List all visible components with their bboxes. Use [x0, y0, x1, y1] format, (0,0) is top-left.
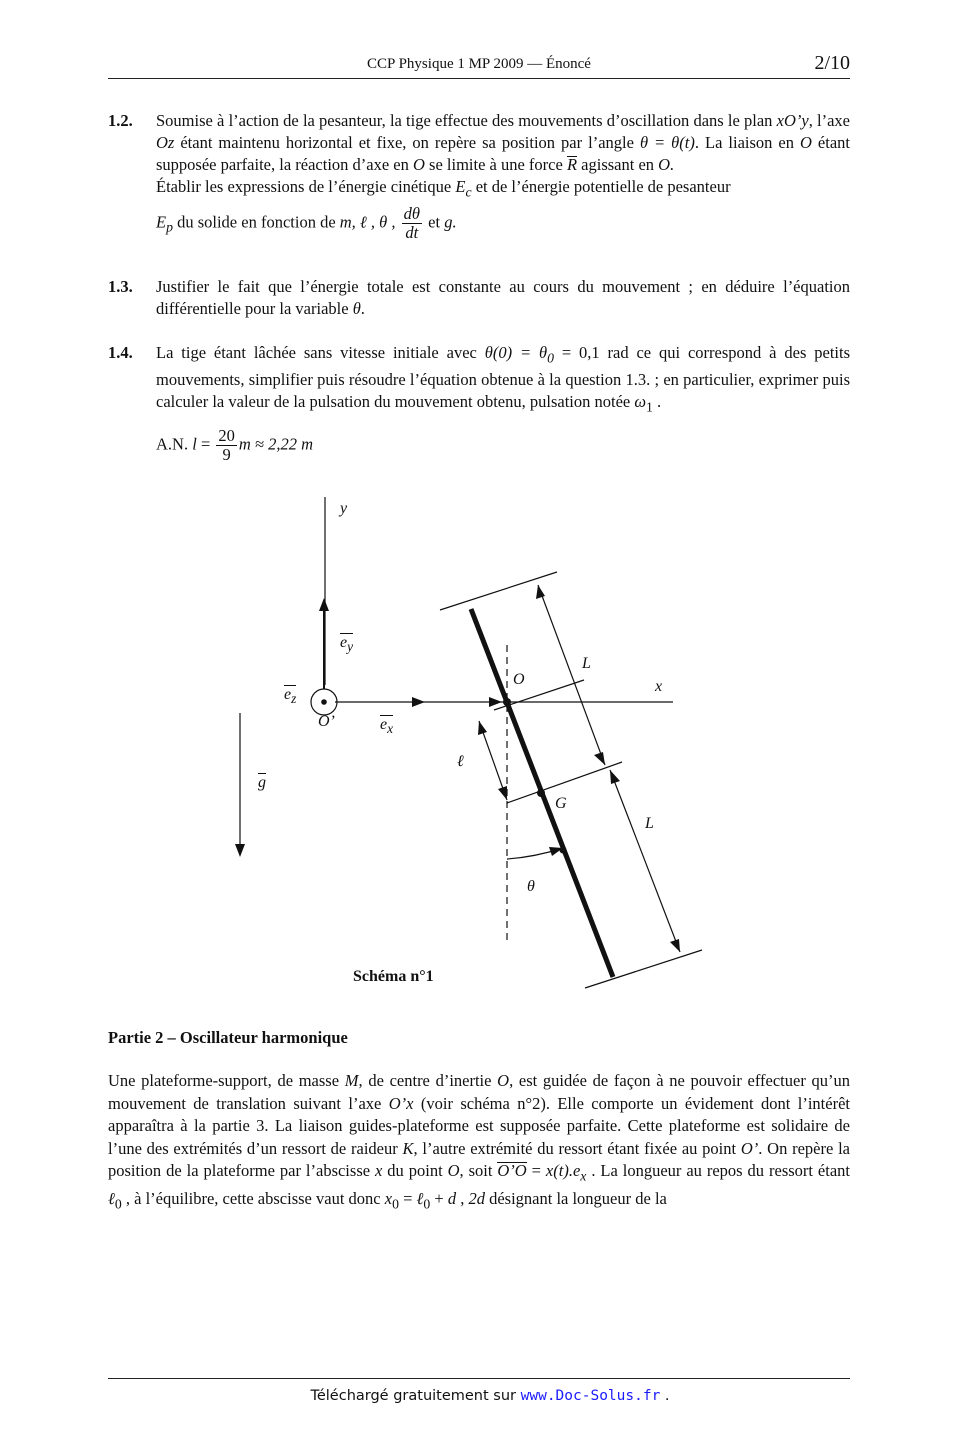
label-ey: $e_y$: [340, 634, 354, 655]
L-arrowhead-mid-1: [594, 752, 605, 765]
ex-arrowhead: [412, 697, 425, 707]
page-footer: Téléchargé gratuitement sur www.Doc-Solus.fr .: [310, 1388, 670, 1404]
label-G: G: [555, 795, 567, 812]
label-L-top: L: [582, 655, 591, 672]
page-header: [108, 52, 850, 79]
point-O: [503, 698, 511, 706]
question-text: Justifier le fait que l’énergie totale est constante au cours du mouvement ; en déduire l’équation différentielle pour la variable θ.: [156, 277, 850, 318]
pendulum-diagram: [220, 495, 720, 1000]
question-number: 1.4.: [108, 343, 133, 362]
label-ez: $e_z$: [284, 686, 297, 707]
footer-rule: [108, 1378, 850, 1379]
point-theta: [560, 847, 567, 854]
label-ex: $e_x$: [380, 716, 394, 737]
label-y: y: [340, 500, 348, 517]
question-body: [156, 342, 850, 464]
question-instruction: Établir les expressions de l’énergie cinétique $E_c$ et de l’énergie potentielle de pesanteur: [156, 177, 731, 200]
footer-link[interactable]: www.Doc-Solus.fr: [520, 1388, 661, 1404]
ell-arrowhead-top: [478, 721, 487, 735]
section-title: Partie 2 – Oscillateur harmonique: [108, 1028, 348, 1047]
fraction-20-9: $\frac{20}{9}$: [218, 425, 235, 464]
footer-text: Téléchargé gratuitement sur: [310, 1388, 521, 1404]
question-text: La tige étant lâchée sans vitesse initiale avec $\theta(0) = \theta_0 = 0,1$ rad ce qui correspond à des petits mouvements, simplifier puis résoudre l’équation obtenue à la question 1.3. ; en particulier, exprimer puis calculer la valeur de la pulsation du mouvement obtenu, pulsation notée $\omega_1$ .: [156, 343, 850, 415]
ey-arrowhead: [319, 598, 329, 611]
question-number: 1.2.: [108, 111, 133, 130]
label-theta: θ: [527, 878, 535, 895]
ell-arrowhead-bottom: [498, 786, 507, 800]
question-instruction-cont: $E_p$ du solide en fonction de m, ℓ , θ , $\frac{d\theta}{dt}$ et g.: [156, 204, 457, 243]
section-paragraph: Une plateforme-support, de masse M, de centre d’inertie O, est guidée de façon à ne pouvoir effectuer qu’un mouvement de translation suivant l’axe O’x (voir schéma n°2). Elle comporte un évidement dont l’intérêt apparaîtra à la partie 3. La liaison guides-plateforme est supposée parfaite. Cette plateforme est solidaire de l’une des extrémités d’un ressort de raideur K, l’autre extrémité du ressort étant fixée au point O’. On repère la position de la plateforme par l’abscisse x du point O, soit O’O = $x(t).e_x$ . La longueur au repos du ressort étant ℓ$_0$ , à l’équilibre, cette abscisse vaut donc $x_0$ = ℓ$_0$ + d , 2d désignant la longueur de la: [108, 1071, 851, 1212]
g-arrowhead: [235, 844, 245, 857]
question-body: [156, 110, 850, 242]
vector-R: R: [566, 155, 578, 174]
ez-dot: [321, 699, 327, 705]
question-1-2: [108, 110, 850, 242]
label-ell: ℓ: [457, 753, 464, 770]
L-dimension-upper: [538, 585, 605, 765]
figure-caption: Schéma n°1: [353, 968, 434, 985]
question-body: [156, 276, 850, 320]
label-L-bottom: L: [645, 815, 654, 832]
label-x: x: [655, 678, 663, 695]
L-arrowhead-bottom: [670, 939, 680, 952]
L-dimension-lower: [610, 770, 680, 952]
point-G: [537, 789, 545, 797]
label-g: g: [258, 774, 266, 791]
question-1-3: [108, 276, 850, 320]
header-title: CCP Physique 1 MP 2009 — Énoncé: [367, 56, 591, 72]
fraction-dtheta-dt: $\frac{d\theta}{dt}$: [403, 204, 421, 243]
x-axis-arrowhead: [489, 697, 502, 707]
numerical-application: A.N. l = $\frac{20}{9}$ m ≈ 2,22 m: [156, 425, 314, 464]
question-1-4: [108, 342, 850, 464]
schema-1-figure: [220, 495, 720, 1000]
label-O-prime: O’: [318, 713, 335, 730]
L-arrowhead-top: [536, 585, 545, 599]
L-arrowhead-mid-2: [610, 770, 620, 784]
question-text: Soumise à l’action de la pesanteur, la tige effectue des mouvements d’oscillation dans le plan xO’y, l’axe Oz étant maintenu horizontal et fixe, on repère sa position par l’angle θ = θ(t). La liaison en O étant supposée parfaite, la réaction d’axe en O se limite à une force R agissant en O.: [156, 111, 850, 174]
page-number: 2/10: [814, 52, 850, 74]
label-O: O: [513, 671, 525, 688]
question-number: 1.3.: [108, 277, 133, 296]
